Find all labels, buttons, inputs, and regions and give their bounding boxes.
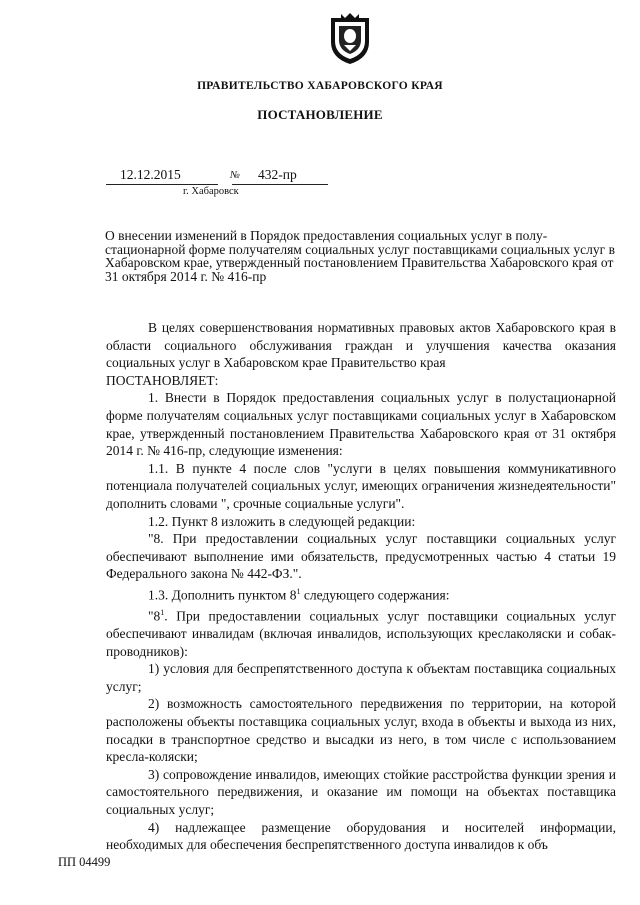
paragraph-1-2-text: "8. При предоставлении социальных услуг поставщики социальных услуг обеспечивают выполнение ими обязательств, предусмотренных частью 4 статьи 19 Федерального закона № 442-ФЗ.".	[106, 531, 616, 582]
government-title: ПРАВИТЕЛЬСТВО ХАБАРОВСКОГО КРАЯ	[197, 80, 443, 92]
city-label: г. Хабаровск	[183, 186, 239, 197]
list-item: 1) условия для беспрепятственного доступа к объектам поставщика социальных услуг;	[106, 661, 616, 694]
paragraph-1-3-start: 1.3. Дополнить пунктом 8	[148, 587, 297, 603]
paragraph-8-1-text: . При предоставлении социальных услуг поставщики социальных услуг обеспечивают инвалидам (включая инвалидов, использующих креслаколяски и собак-проводников):	[106, 608, 616, 659]
decree-word: ПОСТАНОВЛЯЕТ:	[106, 372, 219, 388]
date-underline	[106, 184, 218, 185]
intro-paragraph: В целях совершенствования нормативных правовых актов Хабаровского края в области социального обслуживания граждан и улучшения качества оказания социальных услуг в Хабаровском крае Правительство края	[106, 320, 616, 371]
paragraph-1: 1. Внести в Порядок предоставления социальных услуг в полустационарной форме получателям социальных услуг поставщиками социальных услуг в Хабаровском крае, утвержденный постановлением Правительства Хабаровского края от 31 октября 2014 г. № 416-пр, следующие изменения:	[106, 390, 616, 459]
document-date: 12.12.2015	[120, 167, 181, 182]
paragraph-1-3-end: следующего содержания:	[300, 587, 450, 603]
paragraph-8-1	[106, 604, 616, 660]
footer-code: ПП 04499	[58, 855, 111, 869]
number-underline	[232, 184, 328, 185]
list-item: 4) надлежащее размещение оборудования и носителей информации, необходимых для обеспечения беспрепятственного доступа инвалидов к объ	[106, 819, 616, 853]
paragraph-1-1: 1.1. В пункте 4 после слов "услуги в целях повышения коммуникативного потенциала получателей социальных услуг, имеющих ограничения жизнедеятельности" дополнить словами ", срочные социальные услуги".	[106, 460, 616, 511]
document-number: 432-пр	[258, 167, 297, 182]
paragraph-8-1-superscript: 1	[160, 608, 165, 617]
number-sign: №	[230, 170, 240, 181]
document-type-title: ПОСТАНОВЛЕНИЕ	[257, 107, 383, 122]
paragraph-1-3-superscript: 1	[296, 586, 301, 596]
paragraph-1-2: 1.2. Пункт 8 изложить в следующей редакции:	[148, 513, 416, 529]
list-item: 2) возможность самостоятельного передвижения по территории, на которой расположены объекты поставщика социальных услуг, входа в объекты и выхода из них, посадки в транспортное средство и высадки из него, в том числе с использованием кресла-коляски;	[106, 696, 616, 765]
document-body	[106, 319, 616, 854]
list-item: 3) сопровождение инвалидов, имеющих стойкие расстройства функции зрения и самостоятельного передвижения, и оказание им помощи на объектах поставщика социальных услуг;	[106, 766, 616, 818]
coat-of-arms-icon	[327, 12, 373, 66]
document-subject: О внесении изменений в Порядок предоставления социальных услуг в полустационарной форме получателям социальных услуг поставщиками социальных услуг в Хабаровском крае, утвержденный постановлением Правительства Хабаровского края от 31 октября 2014 г. № 416-пр	[105, 228, 615, 284]
paragraph-1-3	[106, 583, 616, 604]
paragraph-8-1-open: "8	[148, 608, 161, 624]
